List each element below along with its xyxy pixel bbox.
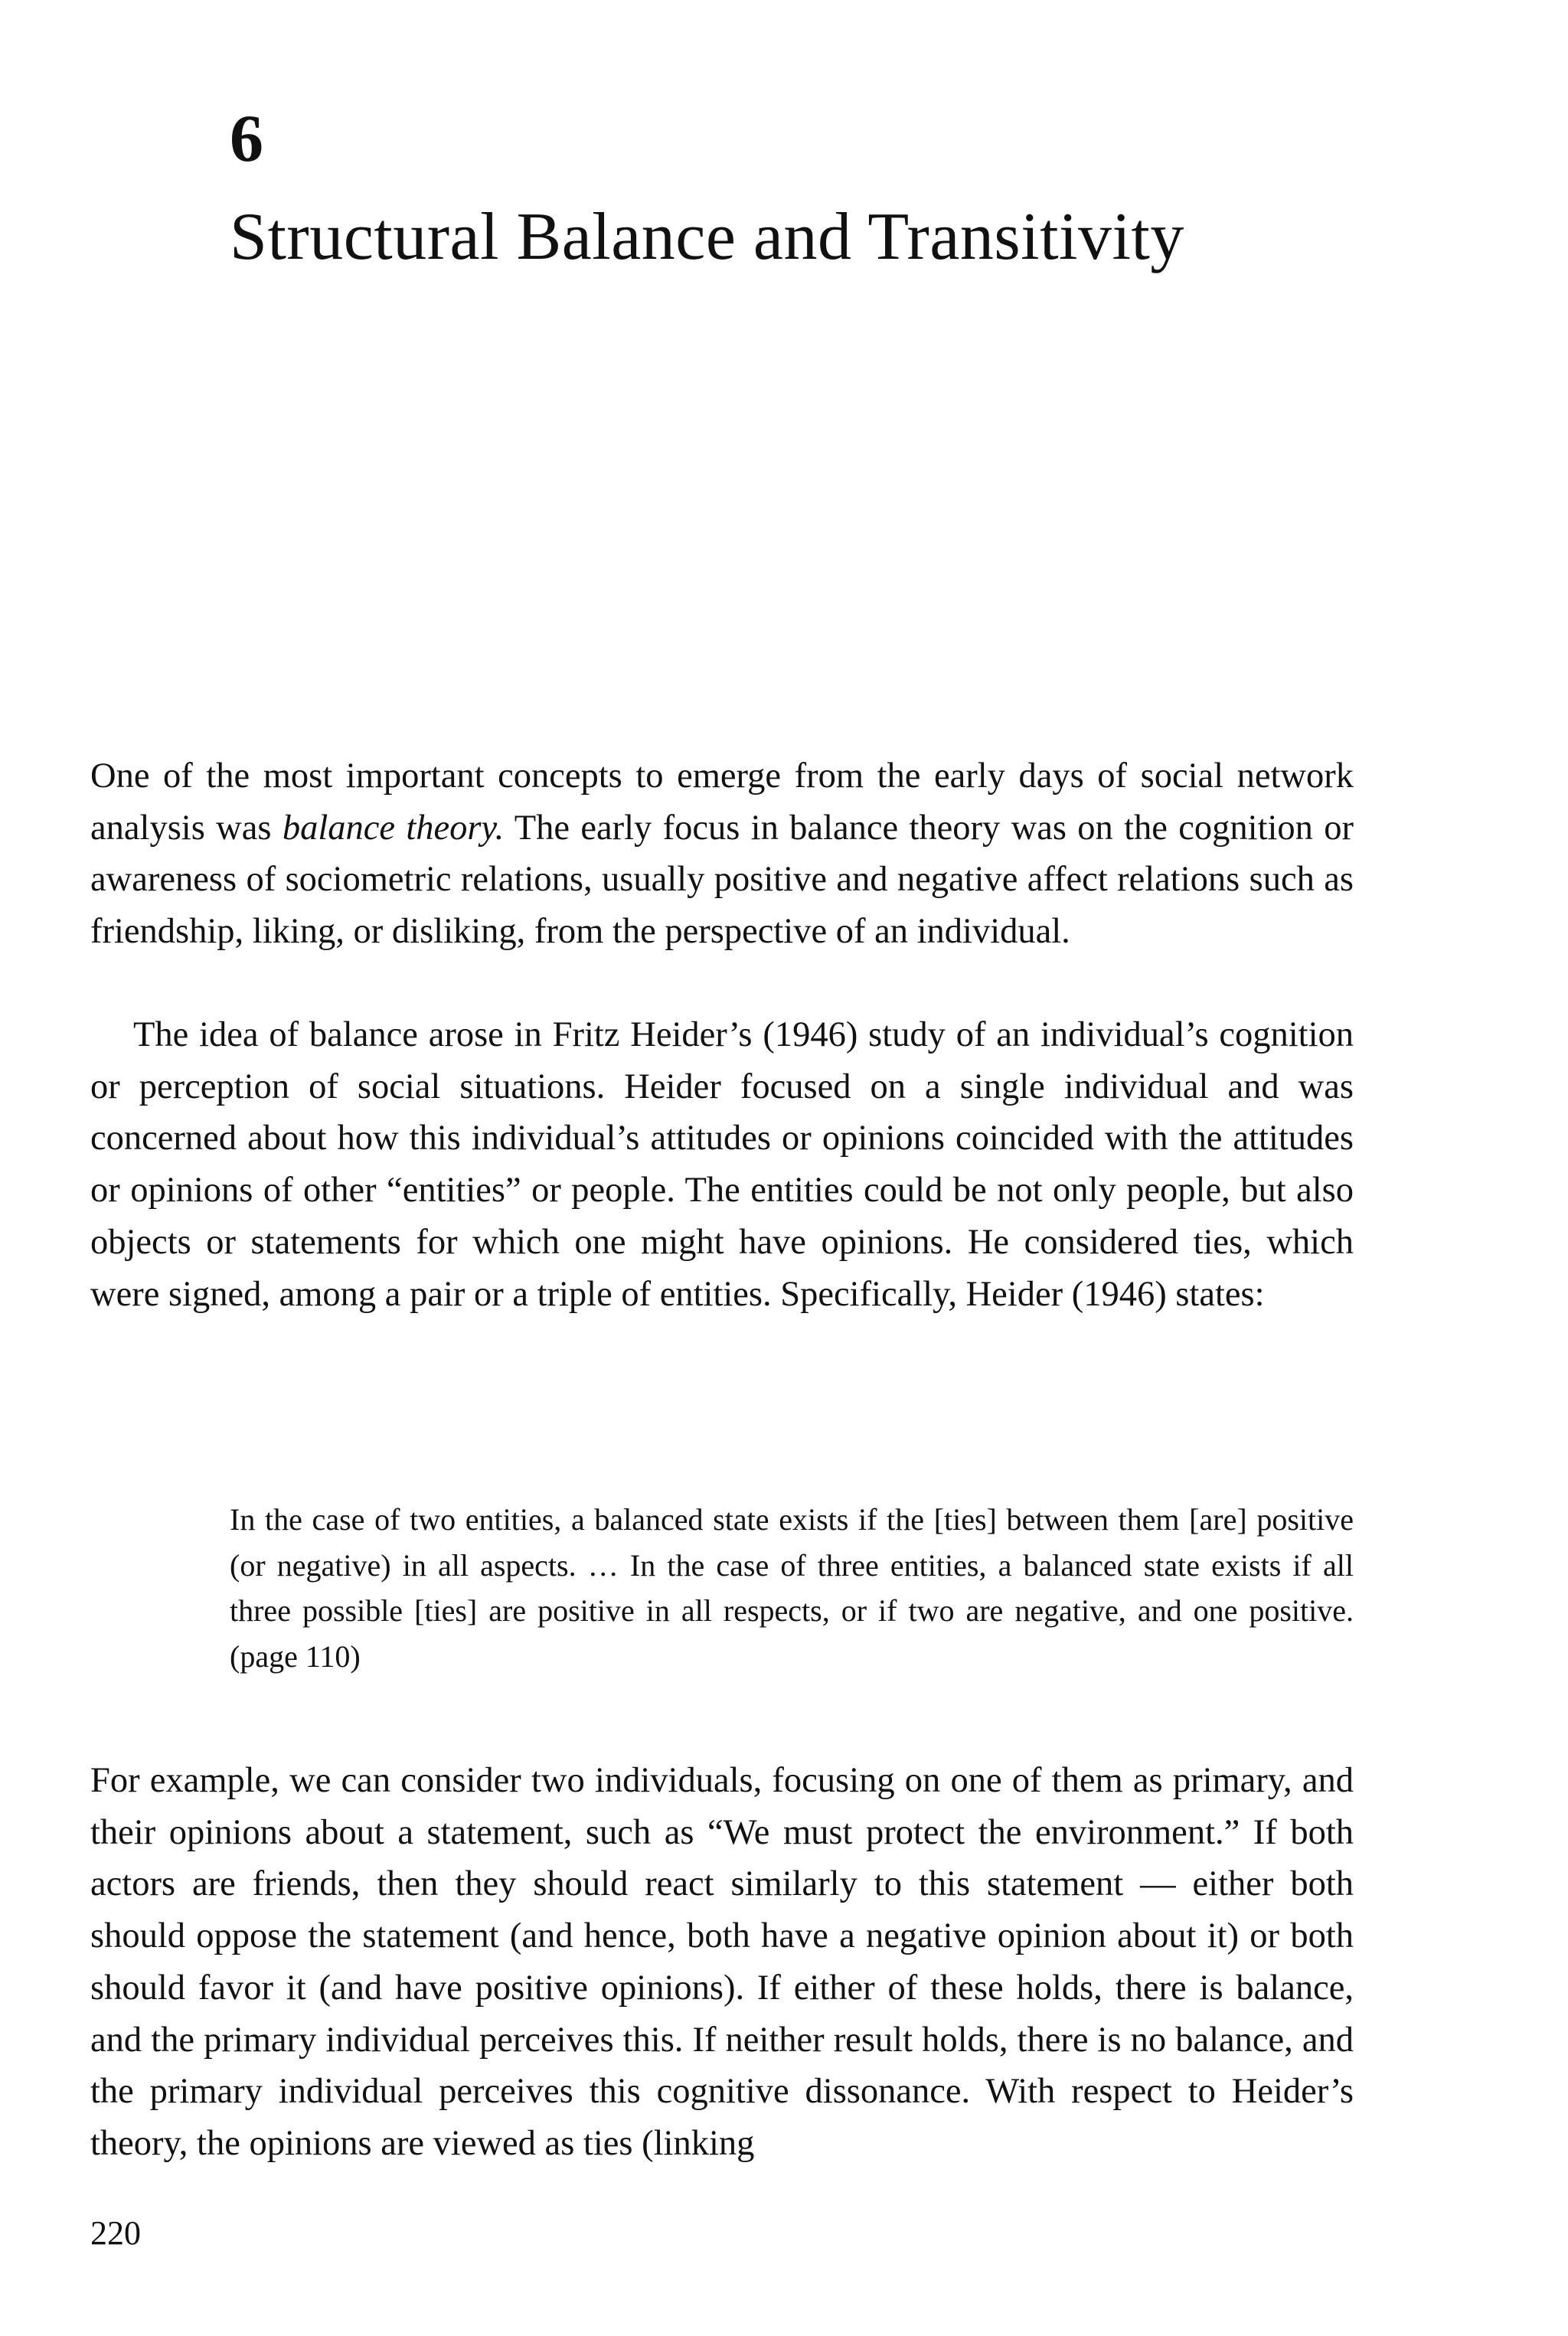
paragraph-intro-end: The early focus in balance theory was on the cognition or awareness of sociometric relations, usually positive and negative affect relations such as friendship, liking, or disliking, from the perspective of an individual. [90, 808, 1354, 952]
chapter-number: 6 [230, 102, 263, 176]
chapter-title: Structural Balance and Transitivity [230, 200, 1184, 274]
page-number: 220 [90, 2214, 141, 2252]
term-balance-theory: balance theory. [282, 808, 505, 848]
paragraph-heider: The idea of balance arose in Fritz Heider’s (1946) study of an individual’s cognition or perception of social situations. Heider focused on a single individual and was concerned about how this individual’s attitudes or opinions coincided with the attitudes or opinions of other “entities” or people. The entities could be not only people, but also objects or statements for which one might have opinions. He considered ties, which were signed, among a pair or a triple of entities. Specifically, Heider (1946) states: [90, 1015, 1354, 1314]
block-quote-heider: In the case of two entities, a balanced state exists if the [ties] between them [are] positive (or negative) in all aspects. … In the case of three entities, a balanced state exists if all three possible [ties] are positive in all respects, or if two are negative, and one positive. (page 110) [230, 1502, 1354, 1674]
paragraph-intro [90, 750, 1354, 958]
paragraph-intro-start: One of the most important concepts to emerge from the early days of social network analysis was [90, 756, 1354, 848]
paragraph-example: For example, we can consider two individuals, focusing on one of them as primary, and their opinions about a statement, such as “We must protect the environment.” If both actors are friends, then they should react similarly to this statement — either both should oppose the statement (and hence, both have a negative opinion about it) or both should favor it (and have positive opinions). If either of these holds, there is balance, and the primary individual perceives this. If neither result holds, there is no balance, and the primary individual perceives this cognitive dissonance. With respect to Heider’s theory, the opinions are viewed as ties (linking [90, 1761, 1354, 2163]
